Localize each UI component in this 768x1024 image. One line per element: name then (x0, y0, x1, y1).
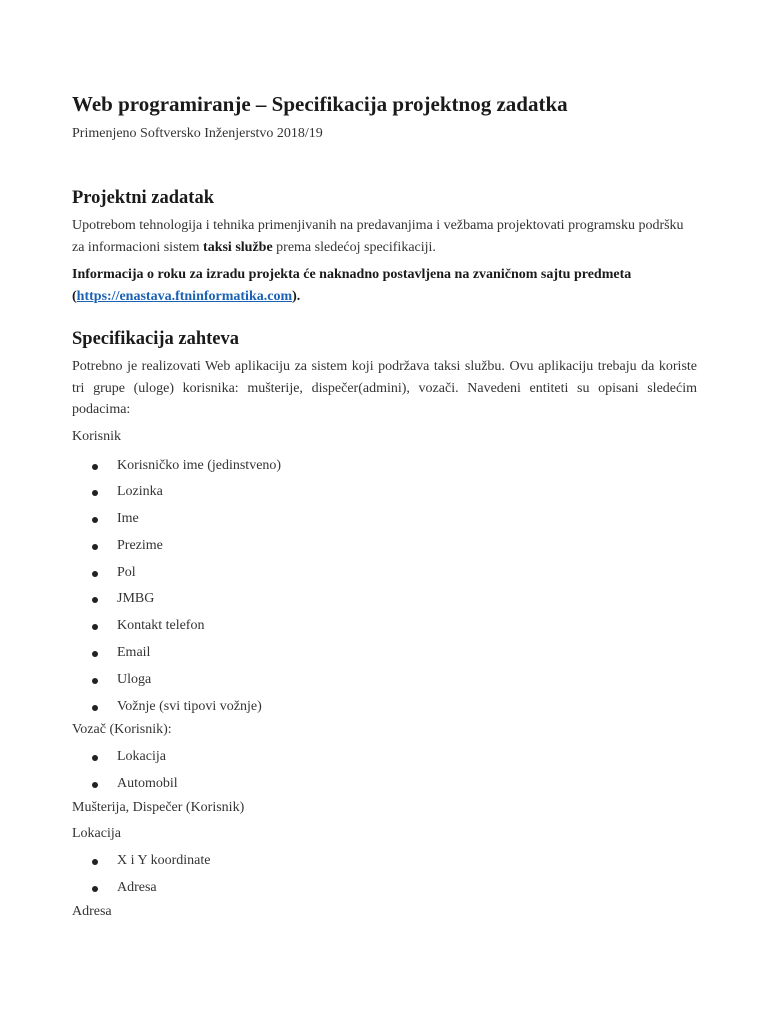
section-heading-projektni-zadatak: Projektni zadatak (72, 188, 215, 208)
list-item: Automobil (72, 771, 697, 798)
paragraph-text: prema sledećoj specifikaciji. (272, 239, 436, 255)
list-item: Korisničko ime (jedinstveno) (72, 453, 697, 480)
project-task-paragraph (72, 215, 697, 258)
document-subtitle: Primenjeno Softversko Inženjerstvo 2018/19 (72, 126, 323, 141)
deadline-info-text: Informacija o roku za izradu projekta će naknadno postavljena na zvaničnom sajtu predmeta ( (72, 267, 632, 304)
requirements-intro-paragraph: Potrebno je realizovati Web aplikaciju za sistem koji podržava taksi službu. Ovu aplikaciju trebaju da koriste tri grupe (uloge) korisnika: mušterije, dispečer(admini), vozači. Navedeni entiteti su opisani sledećim podacima: (72, 359, 697, 417)
lokacija-attribute-list (72, 848, 697, 902)
entity-label-lokacija: Lokacija (72, 826, 121, 842)
entity-label-musterija-dispecer: Mušterija, Dispečer (Korisnik) (72, 800, 245, 816)
list-item: JMBG (72, 586, 697, 613)
paragraph-bold-text: taksi službe (203, 239, 273, 255)
entity-label-adresa: Adresa (72, 903, 112, 919)
list-item: X i Y koordinate (72, 848, 697, 875)
list-item: Kontakt telefon (72, 613, 697, 640)
list-item: Pol (72, 560, 697, 587)
entity-label-korisnik: Korisnik (72, 428, 121, 444)
korisnik-attribute-list (72, 453, 697, 721)
deadline-info-paragraph (72, 264, 697, 307)
list-item: Lokacija (72, 744, 697, 771)
list-item: Lozinka (72, 479, 697, 506)
list-item: Uloga (72, 667, 697, 694)
list-item: Prezime (72, 533, 697, 560)
document-page (72, 90, 697, 922)
entity-label-vozac: Vozač (Korisnik): (72, 722, 172, 738)
deadline-info-end: ). (292, 288, 301, 304)
list-item: Email (72, 640, 697, 667)
paragraph-text: Upotrebom tehnologija i tehnika primenjivanih na predavanjima i vežbama projektovati programsku podršku za informacioni sistem (72, 218, 684, 255)
document-title: Web programiranje – Specifikacija projektnog zadatka (72, 92, 568, 116)
course-site-link[interactable]: https://enastava.ftninformatika.com (76, 288, 293, 304)
list-item: Adresa (72, 875, 697, 902)
vozac-attribute-list (72, 744, 697, 798)
list-item: Ime (72, 506, 697, 533)
list-item: Vožnje (svi tipovi vožnje) (72, 694, 697, 721)
section-heading-specifikacija-zahteva: Specifikacija zahteva (72, 329, 239, 349)
